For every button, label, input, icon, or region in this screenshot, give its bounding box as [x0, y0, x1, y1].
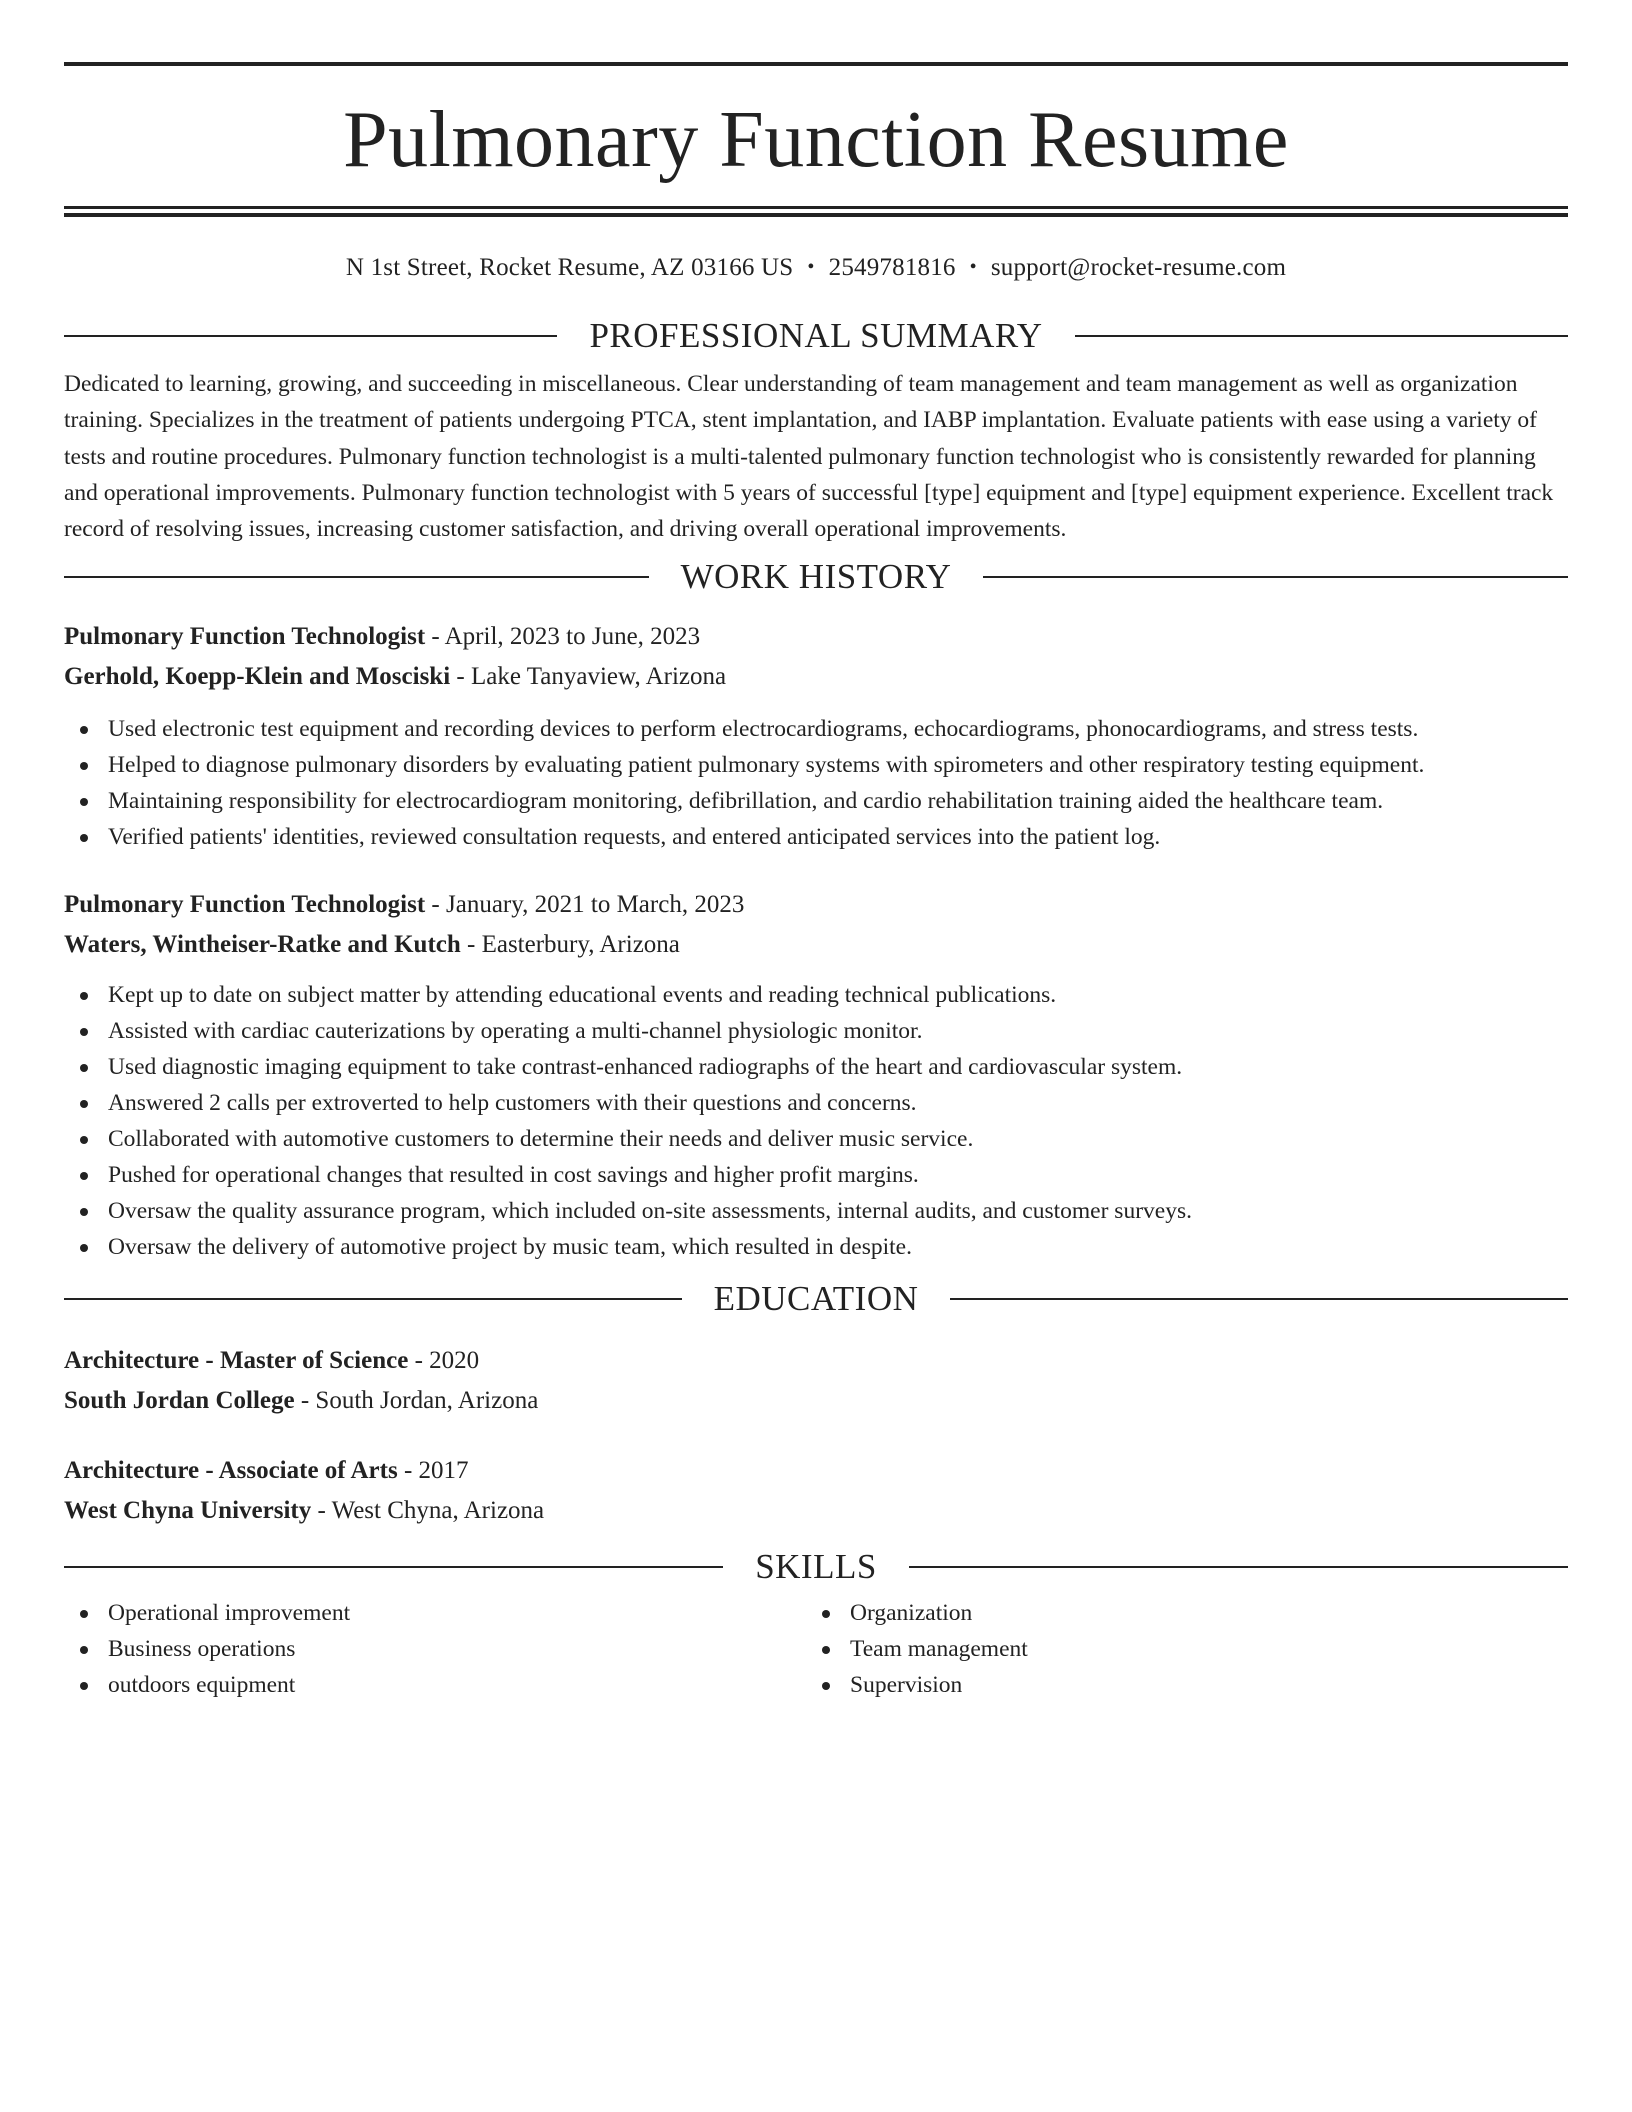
- list-item: Oversaw the quality assurance program, which included on-site assessments, internal audits, and customer surveys.: [64, 1193, 1568, 1229]
- list-item: Used electronic test equipment and recording devices to perform electrocardiograms, echocardiograms, phonocardiograms, and stress tests.: [64, 711, 1568, 747]
- divider-line: [983, 576, 1568, 578]
- job-dates: - April, 2023 to June, 2023: [425, 623, 701, 651]
- skill-item: Operational improvement: [64, 1595, 806, 1631]
- work-entry: [64, 617, 1568, 855]
- contact-address: N 1st Street, Rocket Resume, AZ 03166 US: [345, 254, 794, 281]
- school-location: - South Jordan, Arizona: [294, 1387, 539, 1415]
- degree: Architecture - Associate of Arts: [64, 1457, 398, 1485]
- skill-item: Team management: [806, 1631, 1548, 1667]
- contact-phone: 2549781816: [828, 254, 956, 281]
- school: West Chyna University: [64, 1497, 312, 1525]
- contact-separator: •: [807, 256, 815, 278]
- skill-item: Organization: [806, 1595, 1548, 1631]
- list-item: Maintaining responsibility for electrocardiogram monitoring, defibrillation, and cardio rehabilitation training aided the healthcare team.: [64, 783, 1568, 819]
- divider-line: [64, 335, 557, 337]
- resume-title: Pulmonary Function Resume: [343, 96, 1289, 184]
- list-item: Answered 2 calls per extroverted to help customers with their questions and concerns.: [64, 1085, 1568, 1121]
- divider-line: [64, 576, 649, 578]
- list-item: Verified patients' identities, reviewed consultation requests, and entered anticipated services into the patient log.: [64, 819, 1568, 855]
- degree: Architecture - Master of Science: [64, 1347, 409, 1375]
- school-location: - West Chyna, Arizona: [311, 1497, 545, 1525]
- list-item: Pushed for operational changes that resulted in cost savings and higher profit margins.: [64, 1157, 1568, 1193]
- title-double-rule: [64, 206, 1568, 217]
- job-company-line: [64, 925, 1568, 965]
- job-title-line: [64, 617, 1568, 657]
- degree-line: [64, 1341, 1568, 1381]
- school: South Jordan College: [64, 1387, 295, 1415]
- section-title-education: EDUCATION: [713, 1279, 919, 1319]
- degree-line: [64, 1451, 1568, 1491]
- job-bullets: [64, 977, 1568, 1265]
- job-title-line: [64, 885, 1568, 925]
- divider-line: [64, 1298, 682, 1300]
- degree-year: - 2017: [397, 1457, 469, 1485]
- job-location: - Easterbury, Arizona: [460, 931, 680, 959]
- job-dates: - January, 2021 to March, 2023: [425, 891, 745, 919]
- list-item: Assisted with cardiac cauterizations by operating a multi-channel physiologic monitor.: [64, 1013, 1568, 1049]
- divider-line: [64, 1566, 723, 1568]
- job-company: Waters, Wintheiser-Ratke and Kutch: [64, 931, 461, 959]
- school-line: [64, 1381, 1568, 1421]
- work-entry: [64, 885, 1568, 1265]
- skills-grid: [64, 1595, 1568, 1703]
- job-company-line: [64, 657, 1568, 697]
- section-title-summary: PROFESSIONAL SUMMARY: [589, 316, 1043, 355]
- section-title-work: WORK HISTORY: [680, 557, 952, 597]
- top-rule: [64, 62, 1568, 66]
- list-item: Used diagnostic imaging equipment to take contrast-enhanced radiographs of the heart and cardiovascular system.: [64, 1049, 1568, 1085]
- contact-separator: •: [969, 256, 977, 278]
- job-bullets: [64, 711, 1568, 855]
- divider-line: [1075, 335, 1568, 337]
- list-item: Oversaw the delivery of automotive project by music team, which resulted in despite.: [64, 1229, 1568, 1265]
- contact-email: support@rocket-resume.com: [990, 254, 1287, 281]
- section-header-work: [64, 557, 1568, 597]
- contact-line: [64, 253, 1568, 284]
- school-line: [64, 1491, 1568, 1531]
- list-item: Collaborated with automotive customers to determine their needs and deliver music service.: [64, 1121, 1568, 1157]
- divider-line: [909, 1566, 1568, 1568]
- section-header-education: [64, 1279, 1568, 1319]
- job-company: Gerhold, Koepp-Klein and Mosciski: [64, 663, 451, 691]
- skill-item: outdoors equipment: [64, 1667, 806, 1703]
- job-location: - Lake Tanyaview, Arizona: [450, 663, 727, 691]
- skills-column-right: [806, 1595, 1548, 1703]
- skill-item: Supervision: [806, 1667, 1548, 1703]
- job-title: Pulmonary Function Technologist: [64, 891, 426, 919]
- degree-year: - 2020: [408, 1347, 480, 1375]
- section-title-skills: SKILLS: [755, 1547, 877, 1587]
- skill-item: Business operations: [64, 1631, 806, 1667]
- skills-column-left: [64, 1595, 806, 1703]
- list-item: Kept up to date on subject matter by attending educational events and reading technical publications.: [64, 977, 1568, 1013]
- education-entry: [64, 1341, 1568, 1421]
- divider-line: [950, 1298, 1568, 1300]
- section-header-skills: [64, 1547, 1568, 1587]
- summary-paragraph: Dedicated to learning, growing, and succeeding in miscellaneous. Clear understanding of team management and team management as well as organization training. Specializes in the treatment of patients undergoing PTCA, stent implantation, and IABP implantation. Evaluate patients with ease using a variety of tests and routine procedures. Pulmonary function technologist is a multi-talented pulmonary function technologist who is consistently rewarded for planning and operational improvements. Pulmonary function technologist with 5 years of successful [type] equipment and [type] equipment experience. Excellent track record of resolving issues, increasing customer satisfaction, and driving overall operational improvements.: [64, 371, 1554, 543]
- education-entry: [64, 1451, 1568, 1531]
- section-header-summary: [64, 316, 1568, 356]
- list-item: Helped to diagnose pulmonary disorders by evaluating patient pulmonary systems with spirometers and other respiratory testing equipment.: [64, 747, 1568, 783]
- job-title: Pulmonary Function Technologist: [64, 623, 426, 651]
